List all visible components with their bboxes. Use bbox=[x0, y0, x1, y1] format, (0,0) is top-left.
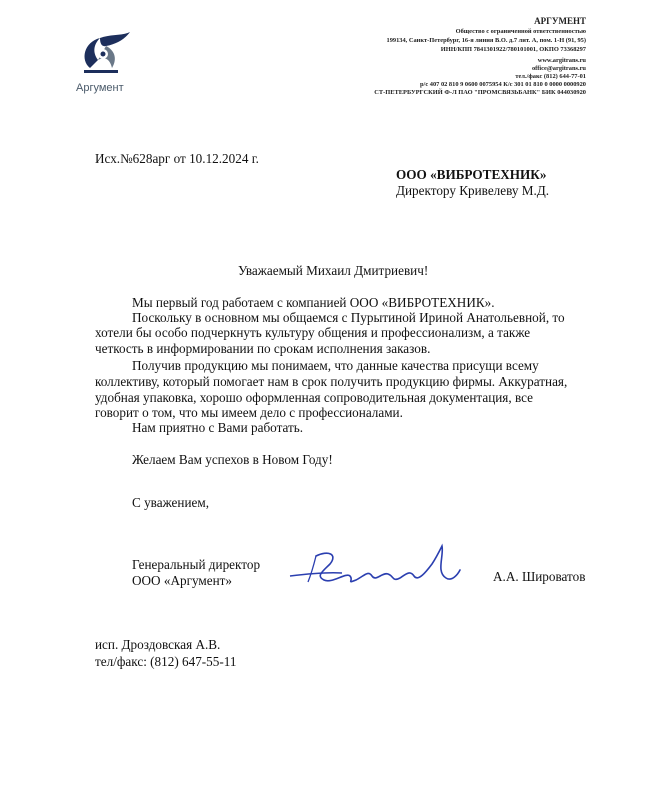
paragraph-line: говорит о том, что мы имеем дело с профессионалами. bbox=[95, 405, 403, 420]
company-legal-form: Общество с ограниченной ответственностью bbox=[455, 28, 586, 35]
outgoing-reference: Исх.№628арг от 10.12.2024 г. bbox=[95, 151, 259, 166]
paragraph-line: Поскольку в основном мы общаемся с Пурытиной Ириной Анатольевной, то bbox=[132, 310, 565, 325]
company-logo bbox=[76, 30, 134, 78]
company-inn: ИНН/КПП 7841301922/780101001, ОКПО 73368297 bbox=[440, 46, 586, 53]
company-phone: тел./факс (812) 644-77-01 bbox=[515, 73, 586, 80]
executor: исп. Дроздовская А.В. bbox=[95, 637, 221, 652]
recipient-company: ООО «ВИБРОТЕХНИК» bbox=[396, 167, 547, 182]
logo-caption: Аргумент bbox=[76, 82, 124, 94]
signatory-position: Генеральный директор bbox=[132, 557, 261, 572]
company-name: АРГУМЕНТ bbox=[534, 16, 586, 26]
wishes: Желаем Вам успехов в Новом Году! bbox=[132, 452, 333, 467]
paragraph-line: Мы первый год работаем с компанией ООО «ВИБРОТЕХНИК». bbox=[132, 295, 495, 310]
paragraph-line: Получив продукцию мы понимаем, что данные качества присущи всему bbox=[132, 358, 539, 373]
company-bank-account: р/с 407 02 810 9 0600 0075954 К/с 301 01 810 0 0000 0000920 bbox=[420, 81, 586, 88]
company-email: office@argitrans.ru bbox=[531, 65, 586, 72]
company-address: 199134, Санкт-Петербург, 16-я линия В.О. д.7 лит. А, пом. 1-Н (91, 95) bbox=[386, 37, 586, 44]
paragraph-line: Нам приятно с Вами работать. bbox=[132, 420, 304, 435]
company-bank-name: СТ-ПЕТЕРБУРГСКИЙ Ф-Л ПАО "ПРОМСВЯЗЬБАНК" БИК 044030920 bbox=[374, 89, 586, 96]
paragraph-line: удобная упаковка, хорошо оформленная сопроводительная документация, все bbox=[95, 390, 533, 405]
signatory-name: А.А. Широватов bbox=[493, 569, 586, 584]
executor-phone: тел/факс: (812) 647-55-11 bbox=[95, 654, 237, 669]
paragraph-line: четкость в информировании по срокам исполнения заказов. bbox=[95, 341, 431, 356]
signatory-company: ООО «Аргумент» bbox=[132, 573, 233, 588]
handwritten-signature bbox=[286, 542, 462, 594]
greeting: Уважаемый Михаил Дмитриевич! bbox=[238, 263, 429, 278]
paragraph-line: коллективу, который помогает нам в срок получить продукцию фирмы. Аккуратная, bbox=[95, 374, 568, 389]
company-website: www.argitrans.ru bbox=[537, 57, 586, 64]
recipient-person: Директору Кривелеву М.Д. bbox=[396, 183, 550, 198]
paragraph-line: хотели бы особо подчеркнуть культуру общения и профессионализм, а также bbox=[95, 325, 531, 340]
closing: С уважением, bbox=[132, 495, 209, 510]
